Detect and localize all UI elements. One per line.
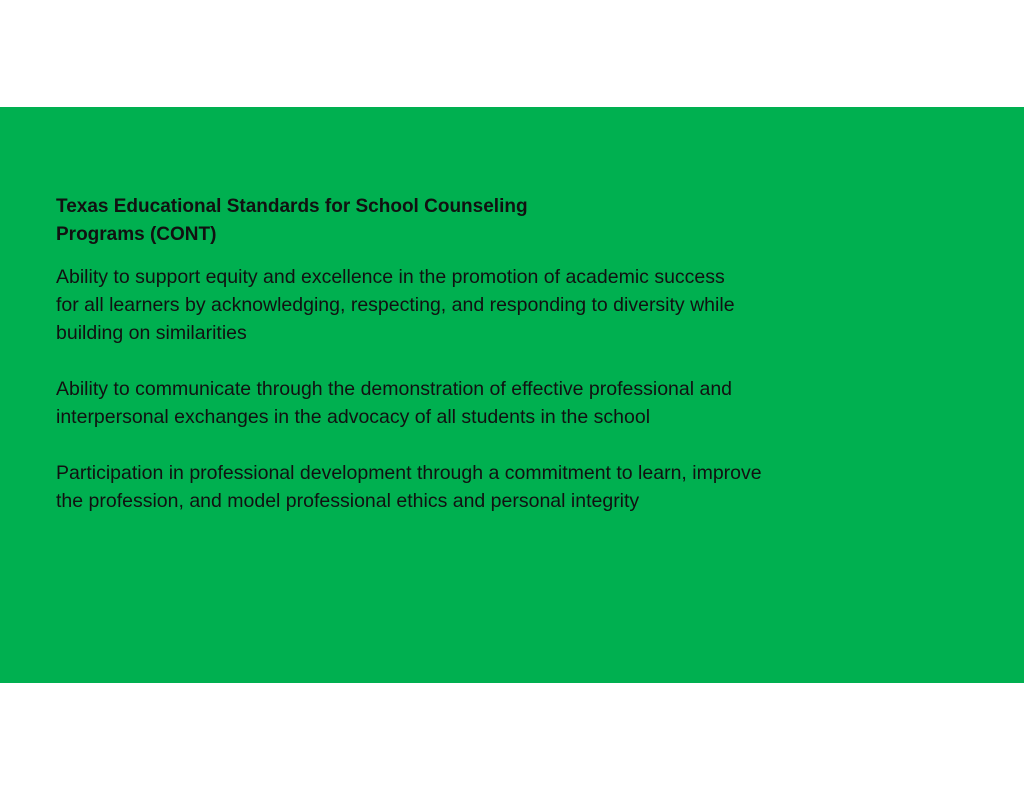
standard-paragraph-equity: Ability to support equity and excellence in the promotion of academic success for all learners by acknowledging, respecting, and responding to diversity while building on similarities — [56, 266, 735, 344]
slide-title: Texas Educational Standards for School Counseling Programs (CONT) — [56, 196, 528, 245]
standard-paragraph-professional-development: Participation in professional development through a commitment to learn, improve the profession, and model professional ethics and personal integrity — [56, 462, 762, 512]
slide-content — [56, 193, 796, 543]
standard-paragraph-communication: Ability to communicate through the demonstration of effective professional and interpersonal exchanges in the advocacy of all students in the school — [56, 378, 733, 428]
